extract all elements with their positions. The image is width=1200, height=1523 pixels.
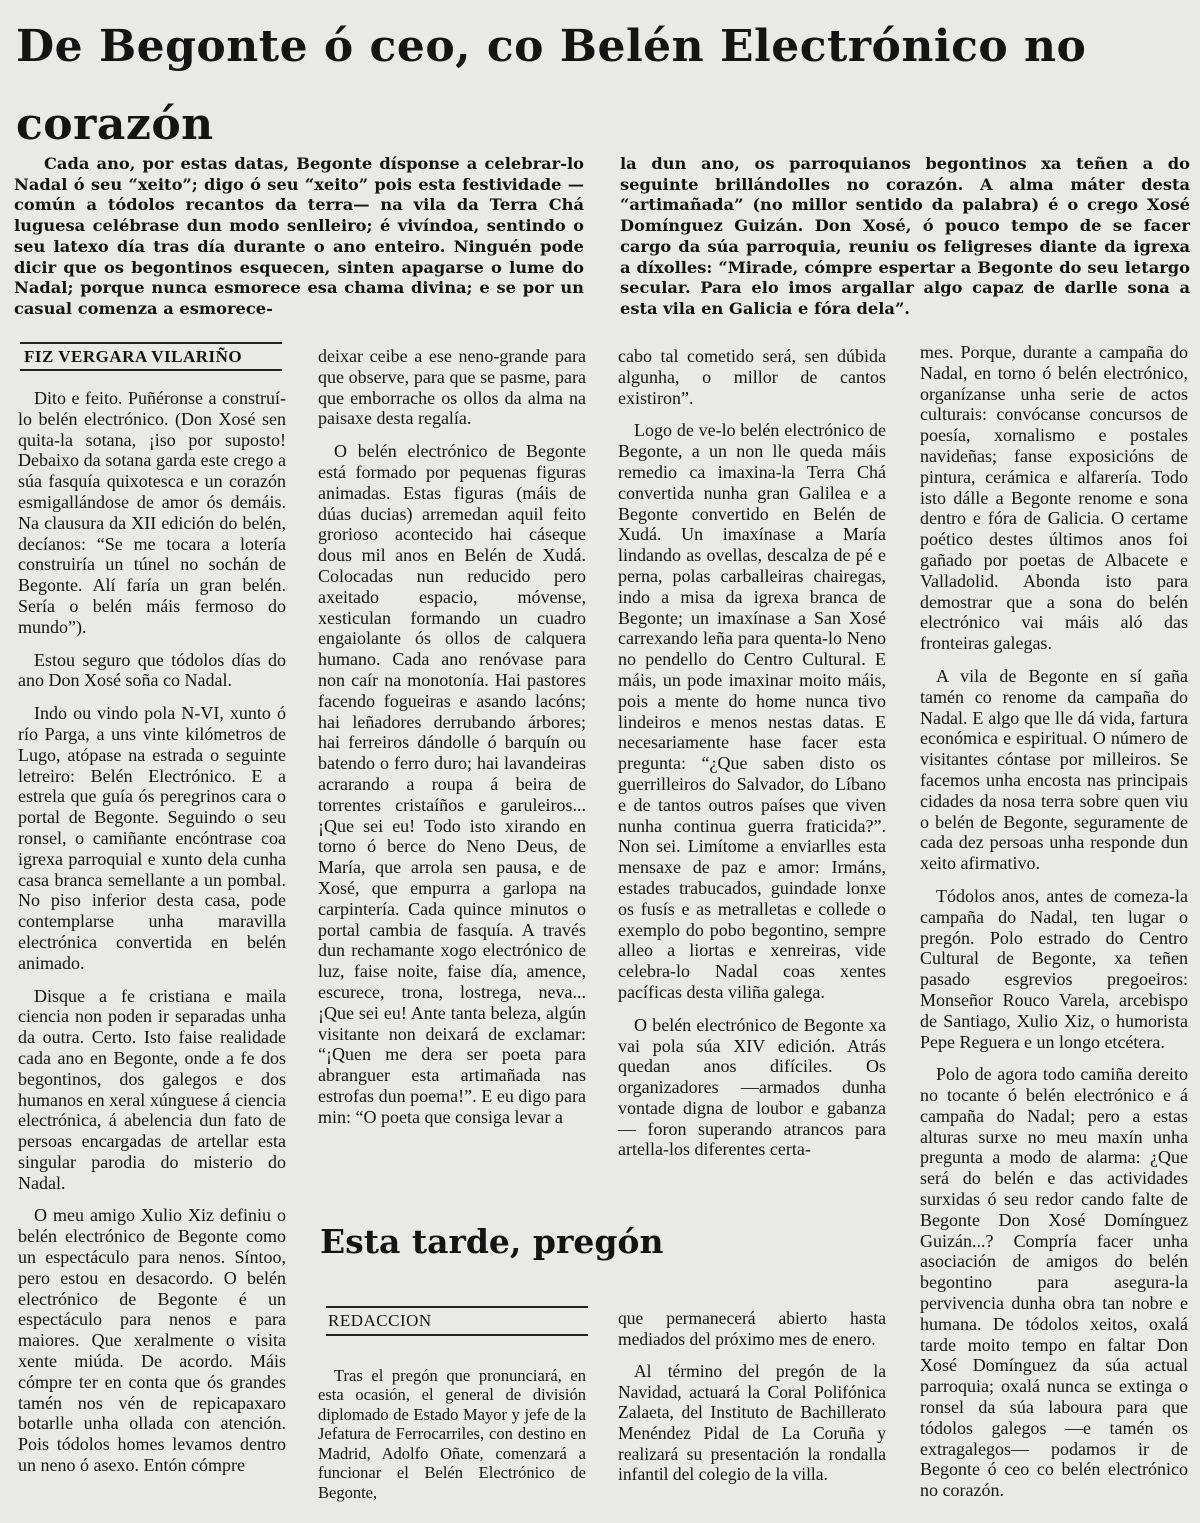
body-paragraph: Tras el pregón que pronunciará, en esta ocasión, el general de división diplomado de Estado Mayor y jefe de la Jefatura de Ferrocarriles, con destino en Madrid, Adolfo Oñate, comenzará a funcionar el Belén Electrónico de Begonte, (318, 1366, 586, 1502)
body-paragraph: Tódolos anos, antes de comeza-la campaña do Nadal, ten lugar o pregón. Polo estrado do Centro Cultural de Begonte, xa teñen pasado esgrevios pregoeiros: Monseñor Rouco Varela, arcebispo de Santiago, Xulio Xiz, o humorista Pepe Reguera e un longo etcétera. (920, 885, 1188, 1052)
body-paragraph: O belén electrónico de Begonte está formado por pequenas figuras animadas. Estas figuras (máis de dúas ducias) arremedan aquil feito grorioso acontecido hai cáseque dous mil anos en Belén de Xudá. Colocadas nun reducido pero axeitado espacio, móvense, xesticulan formando un cuadro engaiolante ós ollos de calquera humano. Cada ano renóvase para non caír na monotonía. Hai pastores facendo fogueiras e asando lacóns; hai leñadores derrubando árbores; hai ferreiros dándolle ó barquín ou batendo o ferro duro; hai lavandeiras acrarando a roupa á beira de torrentes cristaíños e garuleiros... ¡Que sei eu! Todo isto xirando en torno ó berce do Neno Deus, de María, que arrola sen pausa, e de Xosé, que empurra a garlopa na carpintería. Cada quince minutos o portal cambia de fasquía. A través dun rechamante xogo electrónico de luz, faise noite, faise día, amence, escurece, trona, lostrega, neva... ¡Que sei eu! Ante tanta beleza, algún visitante non deixará de exclamar: “¡Quen me dera ser poeta para abranguer esta artimañada nas estrofas dun poema!”. E eu digo para min: “O poeta que consiga levar a (318, 441, 586, 1127)
sidebar-headline: Esta tarde, pregón (320, 1222, 664, 1261)
article-byline (20, 342, 282, 371)
article-column-3 (618, 346, 886, 1172)
body-paragraph: O meu amigo Xulio Xiz definiu o belén electrónico de Begonte como un espectáculo para nenos. Síntoo, pero estou en desacordo. O belén electrónico de Begonte é un espectáculo para nenos e para maiores. Que xeralmente o visita xente miúda. De acordo. Máis cómpre ter en conta que ós grandes tamén nos vén de repicapaxaro botarlle unha ollada con atención. Pois tódolos homes levamos dentro un neno ó asexo. Entón cómpre (18, 1205, 286, 1476)
lead-paragraph: Cada ano, por estas datas, Begonte dísponse a celebrar-lo Nadal ó seu “xeito”; digo ó seu “xeito” pois esta festividade —común a tódolos recantos da terra— na vila da Terra Chá luguesa celébrase dun modo senlleiro; é vivíndoa, sentindo o seu latexo día tras día durante o ano enteiro. Ninguén pode dicir que os begontinos esquecen, sinten apagarse o lume do Nadal; porque nunca esmorece esa chama divina; e se por un casual comenza a esmorece- (14, 154, 584, 318)
body-paragraph: que permanecerá abierto hasta mediados del próximo mes de enero. (618, 1308, 886, 1349)
sidebar-column-b (618, 1308, 886, 1497)
article-lead-right (620, 154, 1190, 320)
body-paragraph: deixar ceibe a ese neno-grande para que observe, para que se pasme, para que emborrache os ollos da alma na paisaxe desta regalía. (318, 346, 586, 429)
body-paragraph: Al término del pregón de la Navidad, actuará la Coral Polifónica Zalaeta, del Instituto de Bachillerato Menéndez Pidal de La Coruña y realizará su presentación la rondalla infantil del colegio de la villa. (618, 1361, 886, 1485)
body-paragraph: Estou seguro que tódolos días do ano Don Xosé soña co Nadal. (18, 649, 286, 691)
body-paragraph: cabo tal cometido será, sen dúbida algunha, o millor de cantos existiron”. (618, 346, 886, 408)
body-paragraph: A vila de Begonte en sí gaña tamén co renome da campaña do Nadal. E algo que lle dá vida, fartura económica e espiritual. O número de visitantes cóntase por milleiros. Se facemos unha encosta nas principais cidades da nosa terra sobre quen viu o belén de Begonte, seguramente de cada dez persoas unha responde dun xeito afirmativo. (920, 665, 1188, 874)
article-column-2 (318, 346, 586, 1139)
article-lead-left (14, 154, 584, 320)
body-paragraph: Polo de agora todo camiña dereito no tocante ó belén electrónico e á campaña do Nadal; pero a estas alturas surxe no meu maxín unha pregunta a modo de alarma: ¿Que será do belén e das actividades surxidas ó seu redor cando falte de Begonte Don Xosé Domínguez Guizán...? Compría facer unha asociación de amigos do belén begontino para asegura-la pervivencia dunha obra tan nobre e humana. De tódolos xeitos, oxalá tarde moito tempo en faltar Don Xosé Domínguez da súa actual parroquia; oxalá nunca se extinga o ronsel da súa laboura para que tódolos galegos —e tamén os extragalegos— podamos ir de Begonte ó ceo co belén electrónico no corazón. (920, 1064, 1188, 1501)
body-paragraph: Disque a fe cristiana e maila ciencia non poden ir separadas unha da outra. Certo. Isto faise realidade cada ano en Begonte, onde a fe dos begontinos, dos galegos e dos humanos en xeral xúnguese á ciencia electrónica, á abelencia dun fato de persoas encargadas de artellar esta singular parodia do misterio do Nadal. (18, 985, 286, 1193)
sidebar-byline (326, 1306, 588, 1336)
body-paragraph: Indo ou vindo pola N-VI, xunto ó río Parga, a uns vinte kilómetros de Lugo, atópase na estrada o seguinte letreiro: Belén Electrónico. E a estrela que guía ós peregrinos cara o portal de Begonte. Seguindo o seu ronsel, o camiñante encóntrase coa igrexa parroquial e xunto dela cunha casa branca semellante a un pombal. No piso inferior desta casa, pode contemplarse unha maravilla electrónica convertida en belén animado. (18, 703, 286, 973)
byline-text: REDACCION (328, 1311, 432, 1330)
body-paragraph: Dito e feito. Puñéronse a construí-lo belén electrónico. (Don Xosé sen quita-la sotana, ¡iso por suposto! Debaixo da sotana garda este crego a súa fasquía quixotesca e un corazón esmigallándose de amor ós demáis. Na clausura da XII edición do belén, decíanos: “Se me tocara a lotería construiría un túnel no sochán de Begonte. Alí faría un gran belén. Sería o belén máis fermoso do mundo”). (18, 388, 286, 637)
body-paragraph: mes. Porque, durante a campaña do Nadal, en torno ó belén electrónico, organízanse unha serie de actos culturais: convócanse concursos de poesía, xornalismo e postales navideñas; fanse exposicións de pintura, cerámica e alfarería. Todo isto dálle a Begonte renome e sona dentro e fóra de Galicia. O certame poético destes últimos anos foi gañado por poetas de Albacete e Valladolid. Abonda isto para demostrar que a sona do belén electrónico vai máis aló das fronteiras galegas. (920, 342, 1188, 654)
article-headline: De Begonte ó ceo, co Belén Electrónico no corazón (16, 21, 1087, 150)
sidebar-column-a (318, 1366, 586, 1514)
body-paragraph: O belén electrónico de Begonte xa vai pola súa XIV edición. Atrás quedan anos difíciles. Os organizadores —armados dunha vontade digna de loubor e gabanza— foron superando atrancos para artella-los diferentes certa- (618, 1014, 886, 1160)
article-column-1 (18, 388, 286, 1488)
article-column-4 (920, 342, 1188, 1513)
body-paragraph: Logo de ve-lo belén electrónico de Begonte, a un non lle queda máis remedio ca imaxina-la Terra Chá convertida nunha gran Galilea e a Begonte convertido en Belén de Xudá. Un imaxínase a María lindando as ovellas, descalza de pé e perna, polas carballeiras chairegas, indo a misa da igrexa branca de Begonte; un imaxínase a San Xosé carrexando leña para quenta-lo Neno no pendello do Centro Cultural. E máis, un pode imaxinar moito máis, pois a mente do home nunca tivo lindeiros e menos nestas datas. E necesariamente hase facer esta pregunta: “¿Que saben disto os guerrilleiros do Salvador, do Líbano e de tantos outros países que viven nunha continua guerra fraticida?”. Non sei. Limítome a enviarlles esta mensaxe de paz e amor: Irmáns, estades trabucados, guindade lonxe os fusís e as metralletas e collede o exemplo do pobo begontino, sempre alleo a liortas e xenreiras, vide celebra-lo Nadal coas xentes pacíficas desta viliña galega. (618, 420, 886, 1002)
lead-paragraph: la dun ano, os parroquianos begontinos xa teñen a do seguinte brillándolles no corazón. A alma máter desta “artimañada” (no millor sentido da palabra) é o crego Xosé Domínguez Guizán. Don Xosé, ó pouco tempo de se facer cargo da súa parroquia, reuniu os feligreses diante da igrexa a díxolles: “Mirade, cómpre espertar a Begonte do seu letargo secular. Para elo imos argallar algo capaz de darlle sona a esta vila en Galicia e fóra dela”. (620, 154, 1190, 318)
byline-text: FIZ VERGARA VILARIÑO (24, 347, 243, 366)
